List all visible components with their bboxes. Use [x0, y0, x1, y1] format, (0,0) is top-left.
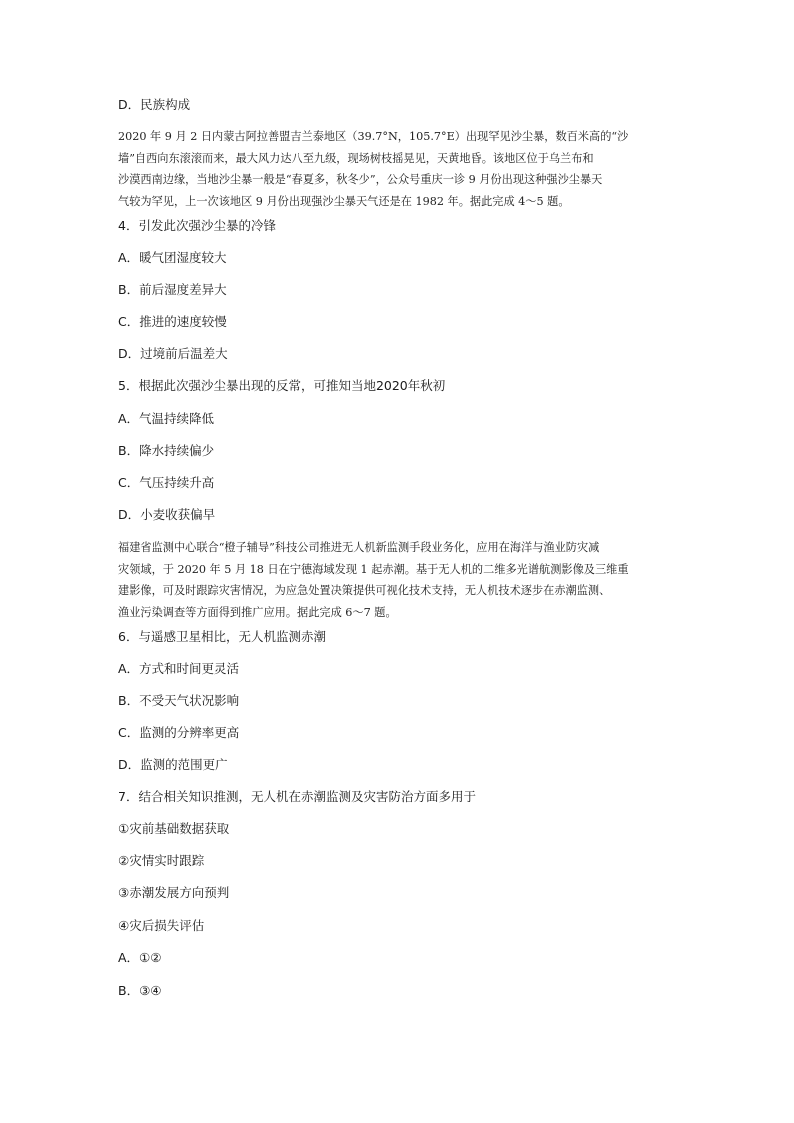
- passage-line: 2020 年 9 月 2 日内蒙古阿拉善盟吉兰泰地区（39.7°N，105.7°E）出现罕见沙尘暴，数百米高的“沙: [118, 130, 629, 143]
- question-4-option-d: D．过境前后温差大: [118, 346, 228, 361]
- passage-line: 福建省监测中心联合“橙子辅导”科技公司推进无人机新监测手段业务化，应用在海洋与渔业防灾减: [118, 541, 600, 554]
- question-4-option-a: A．暖气团湿度较大: [118, 250, 227, 265]
- question-4-stem: 4．引发此次强沙尘暴的冷锋: [118, 218, 276, 233]
- question-5-option-d: D．小麦收获偏早: [118, 507, 216, 522]
- question-7-option-a: A．①②: [118, 950, 162, 965]
- question-7-option-b: B．③④: [118, 983, 162, 998]
- passage-line: 墙”自西向东滚滚而来，最大风力达八至九级，现场树枝摇晃见，天黄地昏。该地区位于乌兰布和: [118, 151, 594, 165]
- passage-line: 沙漠西南边缘，当地沙尘暴一般是“春夏多，秋冬少”，公众号重庆一诊 9 月份出现这种强沙尘暴天: [118, 173, 603, 186]
- passage-drone-monitoring: [118, 537, 678, 623]
- question-5-option-c: C．气压持续升高: [118, 475, 215, 490]
- question-4-option-b: B．前后湿度差异大: [118, 282, 227, 297]
- prev-question-option-d: D．民族构成: [118, 97, 191, 112]
- question-6-option-d: D．监测的范围更广: [118, 757, 228, 772]
- passage-line: 渔业污染调查等方面得到推广应用。据此完成 6～7 题。: [118, 605, 397, 619]
- passage-line: 灾领域，于 2020 年 5 月 18 日在宁德海域发现 1 起赤潮。基于无人机的二维多光谱航测影像及三维重: [118, 562, 629, 576]
- passage-sandstorm: [118, 126, 678, 212]
- passage-line: 气较为罕见，上一次该地区 9 月份出现强沙尘暴天气还是在 1982 年。据此完成 4～5 题。: [118, 194, 570, 208]
- question-7-item-3: ③赤潮发展方向预判: [118, 885, 230, 900]
- question-7-item-4: ④灾后损失评估: [118, 918, 205, 933]
- question-7-item-1: ①灾前基础数据获取: [118, 821, 230, 836]
- question-5-option-a: A．气温持续降低: [118, 411, 215, 426]
- question-7-stem: 7．结合相关知识推测，无人机在赤潮监测及灾害防治方面多用于: [118, 789, 476, 804]
- question-7-item-2: ②灾情实时跟踪: [118, 853, 205, 868]
- passage-line: 建影像，可及时跟踪灾害情况，为应急处置决策提供可视化技术支持，无人机技术逐步在赤潮监测、: [118, 584, 611, 597]
- question-5-stem: 5．根据此次强沙尘暴出现的反常，可推知当地2020年秋初: [118, 378, 446, 393]
- question-6-option-a: A．方式和时间更灵活: [118, 661, 240, 676]
- question-5-option-b: B．降水持续偏少: [118, 443, 215, 458]
- question-6-stem: 6．与遥感卫星相比，无人机监测赤潮: [118, 629, 326, 644]
- question-6-option-b: B．不受天气状况影响: [118, 693, 240, 708]
- question-6-option-c: C．监测的分辨率更高: [118, 725, 240, 740]
- question-4-option-c: C．推进的速度较慢: [118, 314, 227, 329]
